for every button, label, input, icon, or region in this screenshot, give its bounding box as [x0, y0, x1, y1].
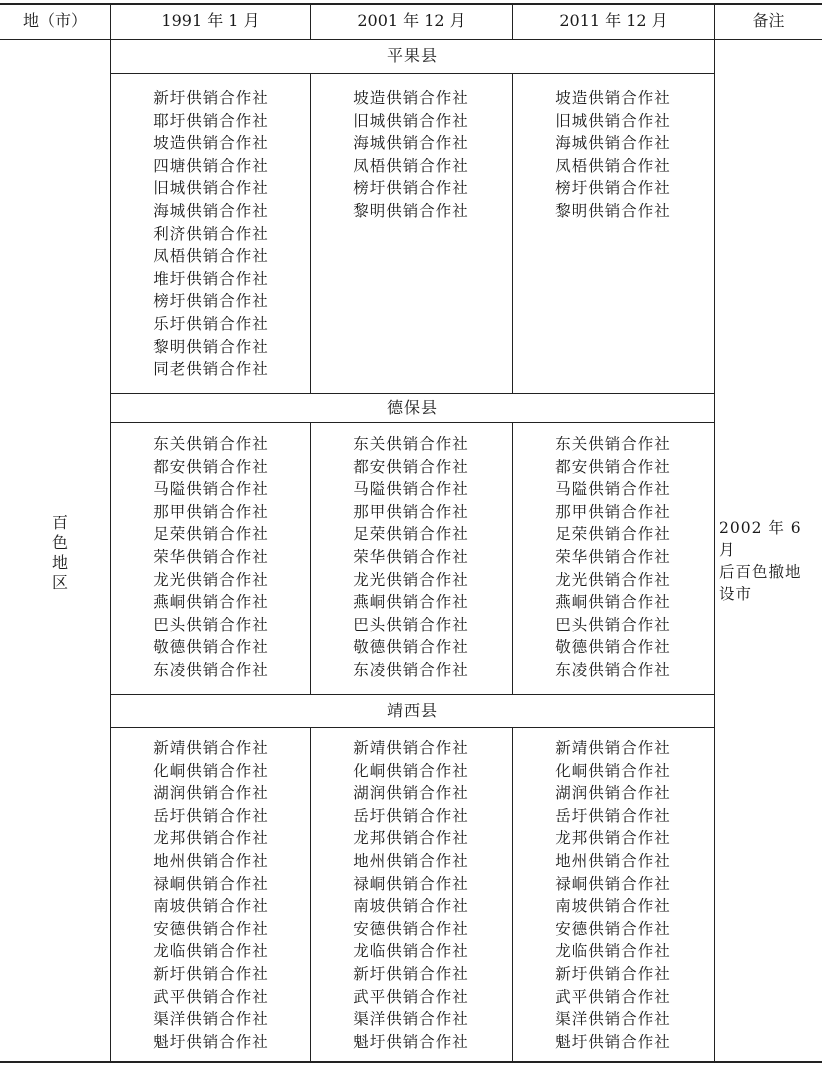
coop-list-item: 新靖供销合作社 — [153, 739, 269, 757]
note-line: 设市 — [719, 585, 753, 603]
coop-list-item: 东关供销合作社 — [353, 435, 469, 453]
coop-list-item: 南坡供销合作社 — [353, 897, 469, 916]
coop-list-item: 安德供销合作社 — [353, 919, 469, 938]
coop-list-item: 敬德供销合作社 — [555, 638, 671, 657]
coop-list-item: 巴头供销合作社 — [555, 615, 671, 634]
county-name: 平果县 — [386, 46, 438, 65]
header-1991: 1991 年 1 月 — [161, 11, 260, 30]
coop-list-item: 巴头供销合作社 — [353, 615, 469, 634]
county-name: 德保县 — [386, 398, 438, 417]
coop-list-item: 海城供销合作社 — [153, 201, 269, 220]
coop-list-item: 那甲供销合作社 — [153, 502, 269, 521]
coop-list-2011 — [513, 433, 713, 682]
coop-list-item: 龙邦供销合作社 — [555, 829, 671, 848]
coop-list-item: 武平供销合作社 — [353, 987, 469, 1006]
coop-list-item: 新圩供销合作社 — [153, 964, 269, 983]
coop-list-item: 魁圩供销合作社 — [353, 1032, 469, 1051]
coop-list-item: 龙邦供销合作社 — [353, 829, 469, 848]
coop-list-item: 湖润供销合作社 — [153, 784, 269, 803]
coop-list-item: 新圩供销合作社 — [353, 964, 469, 983]
coop-list-item: 燕峒供销合作社 — [555, 593, 671, 612]
coop-list-item: 海城供销合作社 — [555, 134, 671, 153]
coop-list-item: 禄峒供销合作社 — [153, 874, 269, 893]
coop-list-item: 武平供销合作社 — [153, 987, 269, 1006]
coop-list-item: 化峒供销合作社 — [555, 761, 671, 780]
coop-list-item: 新圩供销合作社 — [555, 964, 671, 983]
coop-list-item: 东关供销合作社 — [153, 435, 269, 453]
coop-list-2001 — [311, 737, 511, 1053]
coop-list-item: 耶圩供销合作社 — [153, 111, 269, 130]
coop-list-item: 新靖供销合作社 — [353, 739, 469, 757]
coop-list-item: 那甲供销合作社 — [353, 502, 469, 521]
coop-list-item: 魁圩供销合作社 — [555, 1032, 671, 1051]
coop-list-item: 黎明供销合作社 — [555, 201, 671, 220]
header-bottom-rule — [0, 39, 822, 40]
coop-list-item: 渠洋供销合作社 — [555, 1010, 671, 1029]
coop-list-item: 黎明供销合作社 — [153, 337, 269, 356]
coop-list-item: 安德供销合作社 — [555, 919, 671, 938]
coop-list-item: 坡造供销合作社 — [555, 89, 671, 107]
coop-list-item: 荣华供销合作社 — [555, 547, 671, 566]
coop-list-item: 足荣供销合作社 — [153, 525, 269, 544]
header-2011: 2011 年 12 月 — [559, 11, 668, 30]
coop-list-item: 禄峒供销合作社 — [353, 874, 469, 893]
coop-list-item: 龙光供销合作社 — [153, 570, 269, 589]
coop-list-item: 都安供销合作社 — [555, 457, 671, 476]
coop-list-item: 荣华供销合作社 — [353, 547, 469, 566]
coop-list-item: 岳圩供销合作社 — [555, 806, 671, 825]
table-top-rule — [0, 3, 822, 5]
coop-list-item: 榜圩供销合作社 — [555, 179, 671, 198]
coop-list-item: 海城供销合作社 — [353, 134, 469, 153]
coop-list-item: 马隘供销合作社 — [353, 480, 469, 499]
coop-list-item: 榜圩供销合作社 — [153, 292, 269, 311]
coop-list-item: 地州供销合作社 — [555, 851, 671, 870]
coop-list-item: 足荣供销合作社 — [353, 525, 469, 544]
coop-list-item: 岳圩供销合作社 — [353, 806, 469, 825]
coop-list-item: 东凌供销合作社 — [555, 660, 671, 679]
coop-list-1991 — [111, 737, 311, 1053]
coop-list-item: 化峒供销合作社 — [153, 761, 269, 780]
region-char: 地 — [51, 553, 68, 572]
coop-list-item: 敬德供销合作社 — [153, 638, 269, 657]
coop-list-item: 都安供销合作社 — [153, 457, 269, 476]
coop-list-1991 — [111, 87, 311, 381]
coop-list-item: 马隘供销合作社 — [153, 480, 269, 499]
coop-list-item: 燕峒供销合作社 — [353, 593, 469, 612]
county-name: 靖西县 — [386, 701, 438, 720]
coop-list-item: 湖润供销合作社 — [555, 784, 671, 803]
col-divider-note — [714, 3, 715, 1063]
coop-list-item: 龙临供销合作社 — [353, 942, 469, 961]
header-region: 地（市） — [22, 11, 87, 30]
coop-list-item: 同老供销合作社 — [153, 360, 269, 379]
region-char: 色 — [51, 533, 68, 552]
coop-list-item: 坡造供销合作社 — [153, 134, 269, 153]
coop-list-item: 武平供销合作社 — [555, 987, 671, 1006]
coop-list-item: 凤梧供销合作社 — [153, 247, 269, 266]
coop-list-item: 旧城供销合作社 — [153, 179, 269, 198]
header-note: 备注 — [752, 11, 785, 30]
coop-list-item: 魁圩供销合作社 — [153, 1032, 269, 1051]
coop-list-item: 巴头供销合作社 — [153, 615, 269, 634]
coop-list-2011 — [513, 87, 713, 223]
coop-list-item: 旧城供销合作社 — [353, 111, 469, 130]
coop-list-item: 安德供销合作社 — [153, 919, 269, 938]
coop-list-item: 岳圩供销合作社 — [153, 806, 269, 825]
coop-list-item: 凤梧供销合作社 — [555, 156, 671, 175]
note-line: 2002 年 6 月 — [719, 519, 802, 559]
coop-list-item: 燕峒供销合作社 — [153, 593, 269, 612]
coop-list-item: 乐圩供销合作社 — [153, 314, 269, 333]
coop-list-2001 — [311, 87, 511, 223]
coop-list-item: 东凌供销合作社 — [353, 660, 469, 679]
coop-list-item: 龙光供销合作社 — [555, 570, 671, 589]
region-char: 区 — [51, 573, 68, 592]
county-2-name-rule — [111, 422, 714, 423]
coop-list-2001 — [311, 433, 511, 682]
coop-list-item: 渠洋供销合作社 — [153, 1010, 269, 1029]
coop-list-item: 那甲供销合作社 — [555, 502, 671, 521]
note-text — [719, 517, 819, 605]
coop-list-item: 足荣供销合作社 — [555, 525, 671, 544]
coop-list-item: 龙临供销合作社 — [153, 942, 269, 961]
note-line: 后百色撤地 — [719, 563, 802, 581]
coop-list-item: 榜圩供销合作社 — [353, 179, 469, 198]
coop-list-item: 南坡供销合作社 — [555, 897, 671, 916]
coop-list-item: 旧城供销合作社 — [555, 111, 671, 130]
coop-list-item: 敬德供销合作社 — [353, 638, 469, 657]
coop-list-item: 黎明供销合作社 — [353, 201, 469, 220]
region-label — [40, 513, 80, 593]
coop-list-item: 地州供销合作社 — [153, 851, 269, 870]
coop-list-item: 利济供销合作社 — [153, 224, 269, 243]
coop-list-item: 荣华供销合作社 — [153, 547, 269, 566]
coop-list-item: 地州供销合作社 — [353, 851, 469, 870]
coop-list-item: 东关供销合作社 — [555, 435, 671, 453]
coop-list-1991 — [111, 433, 311, 682]
coop-list-item: 龙临供销合作社 — [555, 942, 671, 961]
coop-list-item: 渠洋供销合作社 — [353, 1010, 469, 1029]
coop-list-item: 龙邦供销合作社 — [153, 829, 269, 848]
coop-list-item: 马隘供销合作社 — [555, 480, 671, 499]
coop-list-item: 堆圩供销合作社 — [153, 269, 269, 288]
county-3-name-rule — [111, 727, 714, 728]
coop-list-item: 四塘供销合作社 — [153, 156, 269, 175]
coop-list-item: 新靖供销合作社 — [555, 739, 671, 757]
coop-list-item: 坡造供销合作社 — [353, 89, 469, 107]
coop-list-item: 南坡供销合作社 — [153, 897, 269, 916]
coop-list-item: 东凌供销合作社 — [153, 660, 269, 679]
table-bottom-rule — [0, 1061, 822, 1063]
coop-list-item: 禄峒供销合作社 — [555, 874, 671, 893]
coop-list-item: 湖润供销合作社 — [353, 784, 469, 803]
coop-list-item: 都安供销合作社 — [353, 457, 469, 476]
region-char: 百 — [51, 513, 68, 532]
county-3-top-rule — [111, 694, 714, 695]
coop-list-item: 龙光供销合作社 — [353, 570, 469, 589]
header-2001: 2001 年 12 月 — [357, 11, 466, 30]
coop-list-2011 — [513, 737, 713, 1053]
coop-list-item: 凤梧供销合作社 — [353, 156, 469, 175]
county-1-name-rule — [111, 73, 714, 74]
coop-list-item: 化峒供销合作社 — [353, 761, 469, 780]
coop-list-item: 新圩供销合作社 — [153, 89, 269, 107]
